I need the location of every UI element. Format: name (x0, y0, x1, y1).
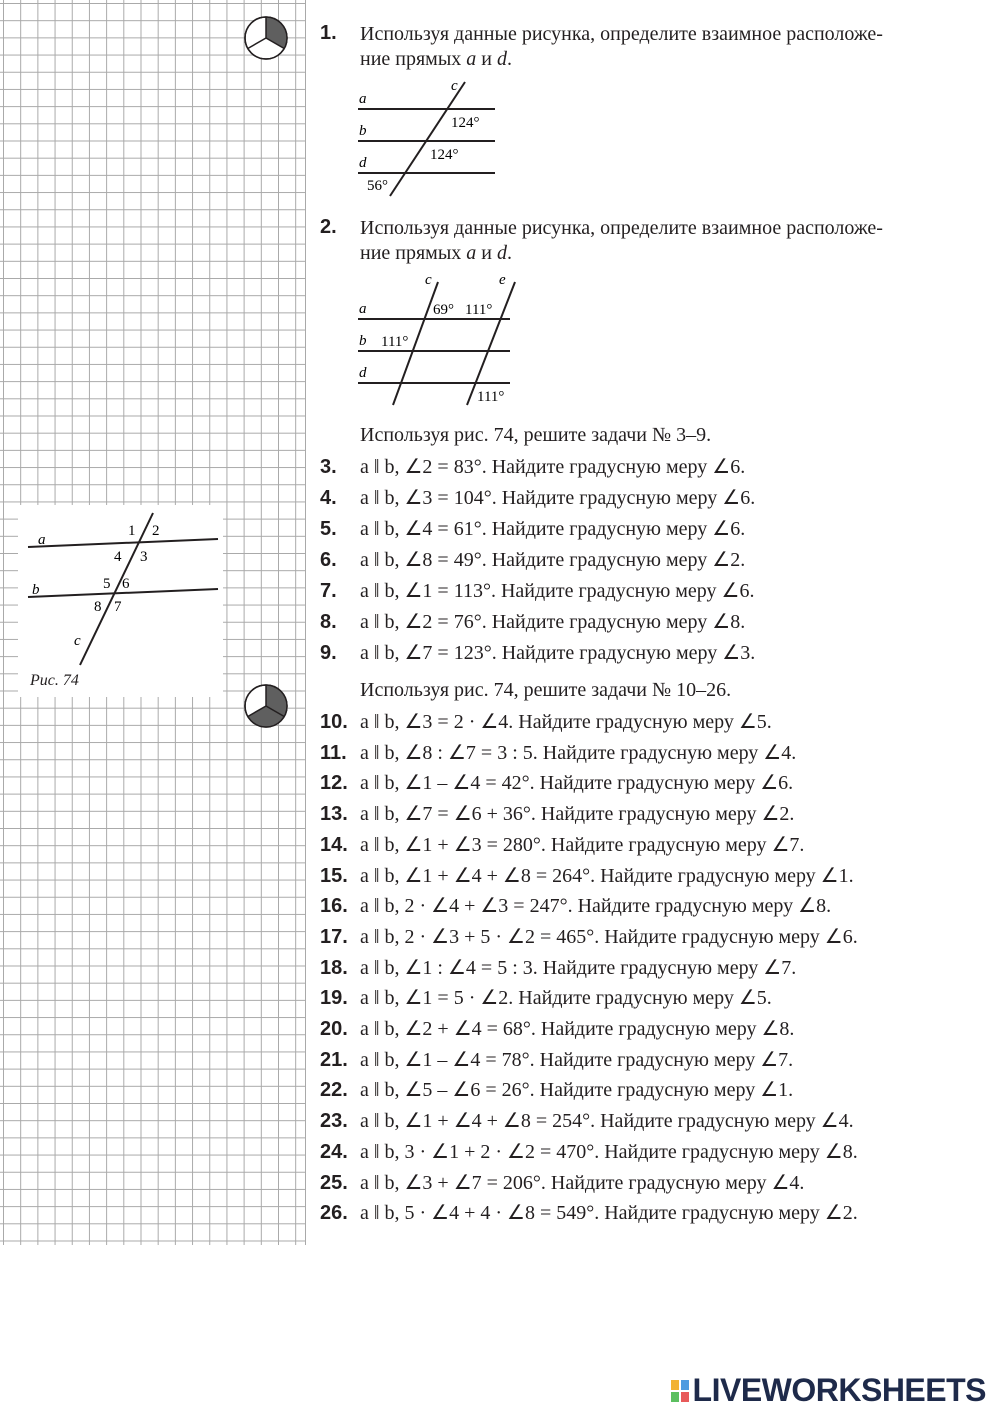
problem-text: a ‖ b, ∠3 = 104°. Найдите градусную меру ∠6. (360, 487, 756, 509)
problem-text: a ‖ b, ∠1 – ∠4 = 42°. Найдите градусную меру ∠6. (360, 772, 794, 795)
problem-row (320, 516, 745, 544)
problem-text: a ‖ b, ∠1 – ∠4 = 78°. Найдите градусную меру ∠7. (360, 1048, 794, 1071)
problem-text: a ‖ b, ∠2 = 83°. Найдите градусную меру ∠6. (360, 456, 746, 478)
problem-number: 1. (320, 22, 337, 44)
logo-mark-icon (671, 1380, 689, 1402)
angle-label: 56° (367, 178, 388, 194)
problem-row (320, 893, 831, 921)
text-fragment: . (506, 242, 512, 264)
problem-row (320, 1016, 794, 1044)
problem-number: 19. (320, 987, 348, 1010)
text-fragment: ние прямых (360, 242, 467, 264)
problem-number: 13. (320, 803, 348, 826)
problem-text: a ‖ b, ∠3 = 2 · ∠4. Найдите градусную меру ∠5. (360, 711, 772, 733)
problem-text: a ‖ b, ∠1 : ∠4 = 5 : 3. Найдите градусную меру ∠7. (360, 956, 797, 979)
problem-row (320, 547, 745, 575)
liveworksheets-logo (671, 1372, 986, 1409)
problem-text: a ‖ b, ∠7 = 123°. Найдите градусную меру ∠3. (360, 642, 756, 664)
section-intro: Используя рис. 74, решите задачи № 3–9. (360, 424, 712, 446)
problem-number: 18. (320, 956, 348, 979)
text-fragment: d (496, 242, 507, 264)
problem-number: 24. (320, 1140, 348, 1163)
problem-number: 25. (320, 1171, 348, 1194)
label-a: a (38, 532, 46, 548)
diagram-1 (355, 76, 505, 198)
problem-number: 23. (320, 1110, 348, 1133)
text-fragment: ние прямых (360, 48, 467, 70)
angle-8: 8 (94, 599, 102, 615)
problem-text: a ‖ b, ∠1 = 113°. Найдите градусную меру ∠6. (360, 580, 755, 602)
problem-number: 9. (320, 642, 337, 664)
problem-text: a ‖ b, ∠2 = 76°. Найдите градусную меру ∠8. (360, 611, 746, 633)
problem-number: 17. (320, 925, 348, 948)
problem-text: a ‖ b, ∠3 + ∠7 = 206°. Найдите градусную меру ∠4. (360, 1171, 805, 1194)
logo-text: LIVEWORKSHEETS (692, 1372, 986, 1408)
problem-number: 2. (320, 216, 337, 238)
line-a (28, 539, 218, 547)
label-d: d (359, 365, 367, 381)
label-b: b (359, 333, 367, 349)
difficulty-indicator-2 (243, 683, 289, 729)
problem-row (320, 801, 794, 829)
label-a: a (359, 301, 367, 317)
problem-number: 20. (320, 1018, 348, 1040)
angle-label: 111° (465, 302, 493, 318)
problem-text: a ‖ b, ∠1 + ∠4 + ∠8 = 254°. Найдите градусную меру ∠4. (360, 1110, 854, 1133)
angle-label: 111° (477, 389, 505, 405)
problem-row (320, 454, 745, 482)
problem-text: a ‖ b, ∠8 : ∠7 = 3 : 5. Найдите градусную меру ∠4. (360, 741, 797, 764)
problem-row (320, 1170, 804, 1198)
problem-text-line (360, 47, 970, 72)
problem-row (320, 578, 754, 606)
angle-3: 3 (140, 549, 148, 565)
problem-text-line: Используя данные рисунка, определите взаимное расположе- (360, 217, 883, 239)
angle-4: 4 (114, 549, 122, 565)
logo-square (671, 1392, 679, 1402)
problem-text (360, 22, 970, 72)
problem-text: a ‖ b, ∠7 = ∠6 + 36°. Найдите градусную меру ∠2. (360, 803, 795, 826)
problem-text: a ‖ b, 3 · ∠1 + 2 · ∠2 = 470°. Найдите градусную меру ∠8. (360, 1140, 858, 1163)
angle-label: 124° (430, 147, 459, 163)
problem-number: 11. (320, 741, 347, 764)
grid-border (305, 0, 306, 1245)
problem-row (320, 709, 772, 737)
problem-number: 21. (320, 1048, 348, 1071)
label-d: d (359, 155, 367, 171)
problem-row (320, 640, 755, 668)
problem-text: a ‖ b, ∠4 = 61°. Найдите градусную меру ∠6. (360, 518, 746, 540)
problem-number: 14. (320, 833, 348, 856)
problem-row (320, 1139, 858, 1167)
angle-2: 2 (152, 523, 160, 539)
label-b: b (359, 123, 367, 139)
text-fragment: . (506, 48, 512, 70)
problem-row (320, 1108, 854, 1136)
text-fragment: и (476, 48, 497, 70)
logo-square (681, 1380, 689, 1390)
label-b: b (32, 582, 40, 598)
text-fragment: и (476, 242, 497, 264)
problem-number: 5. (320, 518, 337, 540)
problem-text: a ‖ b, ∠5 – ∠6 = 26°. Найдите градусную меру ∠1. (360, 1079, 794, 1102)
angle-label: 69° (433, 302, 454, 318)
text-fragment: a (466, 48, 477, 70)
angle-label: 111° (381, 334, 409, 350)
line-c (80, 513, 153, 665)
problem-text-line (360, 241, 970, 266)
problem-number: 22. (320, 1079, 348, 1102)
label-c: c (451, 78, 458, 94)
problem-row (320, 609, 745, 637)
problem-number: 6. (320, 549, 337, 571)
problem-text: a ‖ b, 2 · ∠3 + 5 · ∠2 = 465°. Найдите градусную меру ∠6. (360, 925, 858, 948)
problem-row (320, 832, 804, 860)
angle-label: 124° (451, 115, 480, 131)
problem-row (320, 1200, 858, 1228)
angle-1: 1 (128, 523, 136, 539)
angle-7: 7 (114, 599, 122, 615)
problem-row (320, 1047, 793, 1075)
problem-text: a ‖ b, ∠2 + ∠4 = 68°. Найдите градусную меру ∠8. (360, 1018, 795, 1040)
problem-number: 3. (320, 456, 337, 478)
diagram-2 (355, 270, 520, 410)
figure-caption: Рис. 74 (30, 672, 79, 689)
label-c: c (74, 633, 81, 649)
problem-number: 15. (320, 864, 348, 887)
label-c: c (425, 272, 432, 288)
problem-row (320, 863, 854, 891)
problem-text (360, 216, 970, 266)
difficulty-indicator-1 (243, 15, 289, 61)
label-e: e (499, 272, 506, 288)
logo-square (671, 1380, 679, 1390)
problem-row (320, 985, 772, 1013)
problem-text: a ‖ b, ∠1 + ∠4 + ∠8 = 264°. Найдите градусную меру ∠1. (360, 864, 854, 887)
text-fragment: d (496, 48, 507, 70)
problem-row (320, 770, 793, 798)
problem-number: 4. (320, 487, 337, 509)
problem-row (320, 740, 796, 768)
text-fragment: a (466, 242, 477, 264)
problem-text: a ‖ b, 2 · ∠4 + ∠3 = 247°. Найдите градусную меру ∠8. (360, 895, 832, 918)
problem-row (320, 1077, 793, 1105)
figure-74 (18, 505, 223, 697)
section-intro: Используя рис. 74, решите задачи № 10–26. (360, 679, 732, 701)
problem-number: 26. (320, 1202, 348, 1225)
problem-row (320, 955, 796, 983)
problem-row (320, 485, 755, 513)
logo-square (681, 1392, 689, 1402)
problem-number: 16. (320, 895, 348, 918)
angle-5: 5 (103, 576, 111, 592)
problem-text: a ‖ b, ∠1 + ∠3 = 280°. Найдите градусную меру ∠7. (360, 833, 805, 856)
problem-text: a ‖ b, ∠1 = 5 · ∠2. Найдите градусную меру ∠5. (360, 987, 772, 1010)
problem-number: 12. (320, 772, 348, 795)
problem-number: 8. (320, 611, 337, 633)
angle-6: 6 (122, 576, 130, 592)
problem-row (320, 924, 858, 952)
problem-number: 7. (320, 580, 337, 602)
problem-text: a ‖ b, 5 · ∠4 + 4 · ∠8 = 549°. Найдите градусную меру ∠2. (360, 1202, 858, 1225)
problem-text-line: Используя данные рисунка, определите взаимное расположе- (360, 23, 883, 45)
problem-number: 10. (320, 711, 348, 733)
label-a: a (359, 91, 367, 107)
problem-text: a ‖ b, ∠8 = 49°. Найдите градусную меру ∠2. (360, 549, 746, 571)
